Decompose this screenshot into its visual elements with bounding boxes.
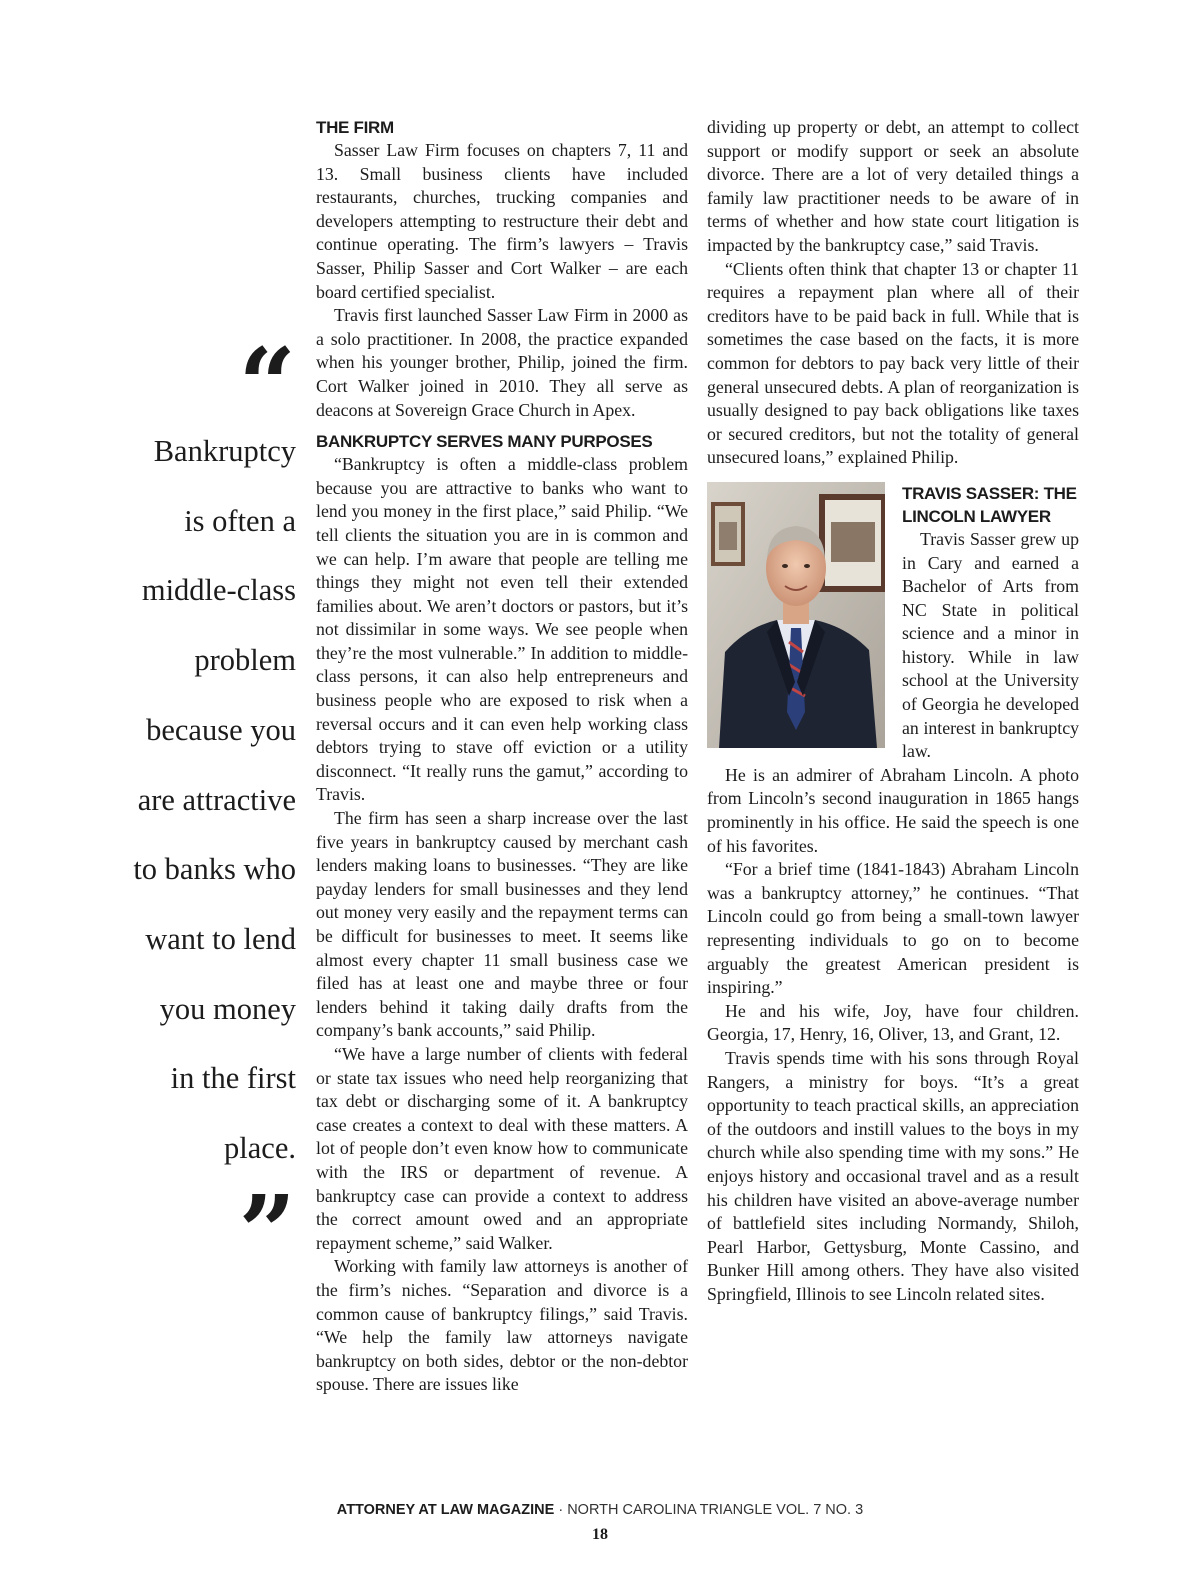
open-quote-mark: “	[238, 326, 296, 444]
heading-the-firm: THE FIRM	[316, 118, 394, 137]
body-paragraph: “We have a large number of clients with federal or state tax issues who need help reorganizing that tax debt or discharging some of it. A bankruptcy case creates a context to deal with these matters. A lot of people don’t even know how to communicate with the IRS or department of revenue. A bankruptcy case can provide a context to address the correct amount owed and an appropriate repayment scheme,” said Walker.	[316, 1043, 688, 1253]
pull-quote-line: want to lend	[145, 921, 296, 956]
pull-quote-line: problem	[194, 643, 296, 678]
pull-quote-line: because you	[146, 712, 296, 747]
pull-quote-line: you money	[159, 991, 296, 1026]
body-paragraph: He is an admirer of Abraham Lincoln. A photo from Lincoln’s second inauguration in 1865 hangs prominently in his office. He said the speech is one of his favorites.	[707, 764, 1079, 856]
footer-separator: ·	[554, 1502, 568, 1518]
pull-quote-line: place.	[224, 1131, 296, 1166]
pull-quote-line: Bankruptcy	[153, 434, 296, 468]
body-paragraph: Working with family law attorneys is another of the firm’s niches. “Separation and divorce is a common cause of bankruptcy filings,” said Travis. “We help the family law attorneys navigate bankruptcy on both sides, debtor or the non-debtor spouse. There are issues like	[316, 1256, 688, 1395]
body-paragraph: Sasser Law Firm focuses on chapters 7, 11 and 13. Small business clients have included restaurants, churches, trucking companies and developers attempting to restructure their debt and continue operating. The firm’s lawyers – Travis Sasser, Philip Sasser and Cort Walker – are each board certified specialist.	[316, 140, 688, 302]
heading-line: TRAVIS SASSER: THE	[902, 483, 1077, 503]
body-paragraph: “Clients often think that chapter 13 or chapter 11 requires a repayment plan where all of their creditors have to be paid back in full. While that is sometimes the case based on the facts, it is more common for debtors to pay back very little of their general unsecured debts. A plan of reorganization is usually designed to pay back obligations like taxes or secured creditors, but not the totality of general unsecured loans,” explained Philip.	[707, 258, 1079, 468]
body-paragraph: Travis Sasser grew up in Cary and earned a Bachelor of Arts from NC State in political science and a minor in history. While in law school at the University of Georgia he developed an interest in bankruptcy law.	[902, 528, 1079, 762]
body-paragraph: Travis first launched Sasser Law Firm in 2000 as a solo practitioner. In 2008, the practice expanded when his younger brother, Philip, joined the firm. Cort Walker joined in 2010. They all serve as deacons at Sovereign Grace Church in Apex.	[316, 305, 688, 420]
pull-quote-line: are attractive	[137, 782, 296, 817]
portrait-photo	[707, 482, 885, 748]
close-quote-mark: ”	[238, 1172, 296, 1291]
pull-quote-line: in the first	[170, 1061, 296, 1096]
body-paragraph: The firm has seen a sharp increase over the last five years in bankruptcy caused by merchant cash lenders making loans to businesses. “They are like payday lenders for small businesses and they lend out money very easily and the repayment terms can be difficult for businesses to meet. It seems like almost every chapter 11 small business case we filed has at least one and maybe three or four lenders behind it taking daily drafts from the company’s bank accounts,” said Philip.	[316, 808, 688, 1041]
body-paragraph: “Bankruptcy is often a middle-class problem because you are attractive to banks who want to lend you money in the first place,” said Philip. “We tell clients the situation you are in is common and we can help. I’m aware that people are telling me things they might not even tell their extended families about. We aren’t doctors or pastors, but it’s not dissimilar in some ways. We see people when they’re the most vulnerable.” In addition to middle-class persons, it can also help entrepreneurs and business people who are exposed to risk when a reversal occurs and it can even help working class debtors trying to stave off eviction or a utility disconnect. “It really runs the gamut,” according to Travis.	[316, 454, 688, 805]
page-number: 18	[592, 1526, 608, 1543]
body-paragraph: Travis spends time with his sons through Royal Rangers, a ministry for boys. “It’s a great opportunity to teach practical skills, an appreciation of the outdoors and instill values to the boys in my church while also spending time with my sons.” He enjoys history and occasional travel and as a result his children have visited an above-average number of battlefield sites including Normandy, Shiloh, Pearl Harbor, Gettysburg, Monte Cassino, and Bunker Hill among others. They have also visited Springfield, Illinois to see Lincoln related sites.	[707, 1047, 1079, 1304]
body-paragraph-continued: dividing up property or debt, an attempt to collect support or modify support or seek an absolute divorce. There are a lot of very detailed things a family law practitioner needs to be aware of in terms of whether and how state court litigation is impacted by the bankruptcy case,” said Travis.	[707, 117, 1079, 255]
pull-quote	[110, 326, 296, 1291]
article-column-2	[707, 116, 1079, 1307]
pull-quote-line: to banks who	[133, 852, 296, 887]
heading-line: LINCOLN LAWYER	[902, 506, 1051, 526]
body-paragraph: “For a brief time (1841-1843) Abraham Lincoln was a bankruptcy attorney,” he continues. “That Lincoln could go from being a small-town lawyer representing individuals to go on to become arguably the greatest American president is inspiring.”	[707, 859, 1079, 998]
body-paragraph: He and his wife, Joy, have four children. Georgia, 17, Henry, 16, Oliver, 13, and Grant, 12.	[707, 1000, 1079, 1045]
article-column-1	[316, 116, 688, 1397]
heading-bankruptcy-purposes: BANKRUPTCY SERVES MANY PURPOSES	[316, 432, 653, 452]
pull-quote-line: is often a	[184, 503, 296, 538]
magazine-edition: NORTH CAROLINA TRIANGLE VOL. 7 NO. 3	[567, 1502, 864, 1518]
magazine-name: ATTORNEY AT LAW MAGAZINE	[336, 1502, 555, 1518]
page-footer	[0, 1502, 1200, 1518]
pull-quote-line: middle-class	[141, 573, 296, 608]
